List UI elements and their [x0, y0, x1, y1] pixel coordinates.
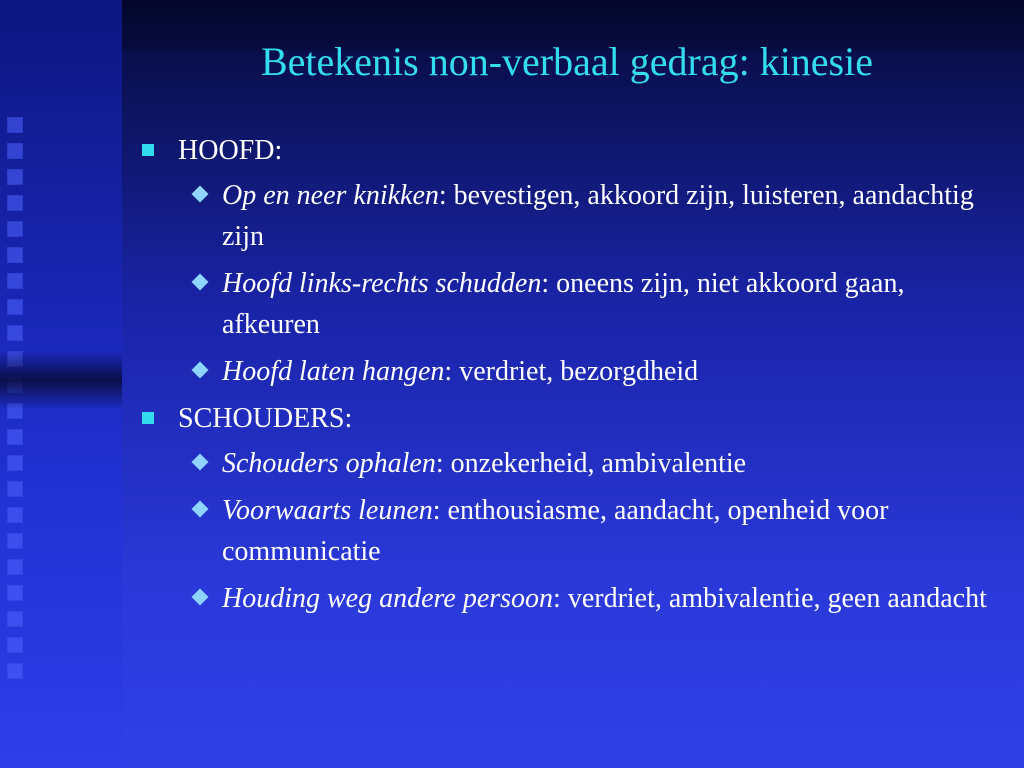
item-term: Hoofd links-rechts schudden — [222, 268, 542, 299]
list-item — [140, 443, 1000, 484]
item-description: : enthousiasme, aandacht, openheid voor communicatie — [222, 495, 889, 567]
diamond-bullet-icon — [192, 501, 209, 518]
section-heading-hoofd — [140, 130, 1000, 171]
slide-title: Betekenis non-verbaal gedrag: kinesie — [261, 39, 873, 84]
item-term: Hoofd laten hangen — [222, 356, 445, 387]
diamond-bullet-icon — [192, 362, 209, 379]
item-description: : bevestigen, akkoord zijn, luisteren, aandachtig zijn — [222, 180, 974, 252]
section-heading-schouders — [140, 398, 1000, 439]
diamond-bullet-icon — [192, 589, 209, 606]
item-term: Op en neer knikken — [222, 180, 439, 211]
square-bullet-icon — [142, 412, 154, 424]
slide-content — [140, 130, 1000, 625]
item-term: Schouders ophalen — [222, 448, 436, 479]
list-item — [140, 263, 1000, 345]
item-description: : verdriet, ambivalentie, geen aandacht — [553, 583, 987, 614]
list-item — [140, 351, 1000, 392]
diamond-bullet-icon — [192, 454, 209, 471]
section-heading-label: SCHOUDERS: — [178, 403, 353, 434]
item-description: : verdriet, bezorgdheid — [444, 356, 699, 387]
list-item — [140, 578, 1000, 619]
diamond-bullet-icon — [192, 274, 209, 291]
list-item — [140, 490, 1000, 572]
decorative-shadow-band — [0, 350, 122, 410]
item-description: : oneens zijn, niet akkoord gaan, afkeuren — [222, 268, 905, 340]
item-term: Houding weg andere persoon — [222, 583, 554, 614]
item-description: : onzekerheid, ambivalentie — [435, 448, 747, 479]
list-item — [140, 175, 1000, 257]
square-bullet-icon — [142, 144, 154, 156]
item-term: Voorwaarts leunen — [222, 495, 433, 526]
section-heading-label: HOOFD: — [178, 135, 283, 166]
diamond-bullet-icon — [192, 186, 209, 203]
